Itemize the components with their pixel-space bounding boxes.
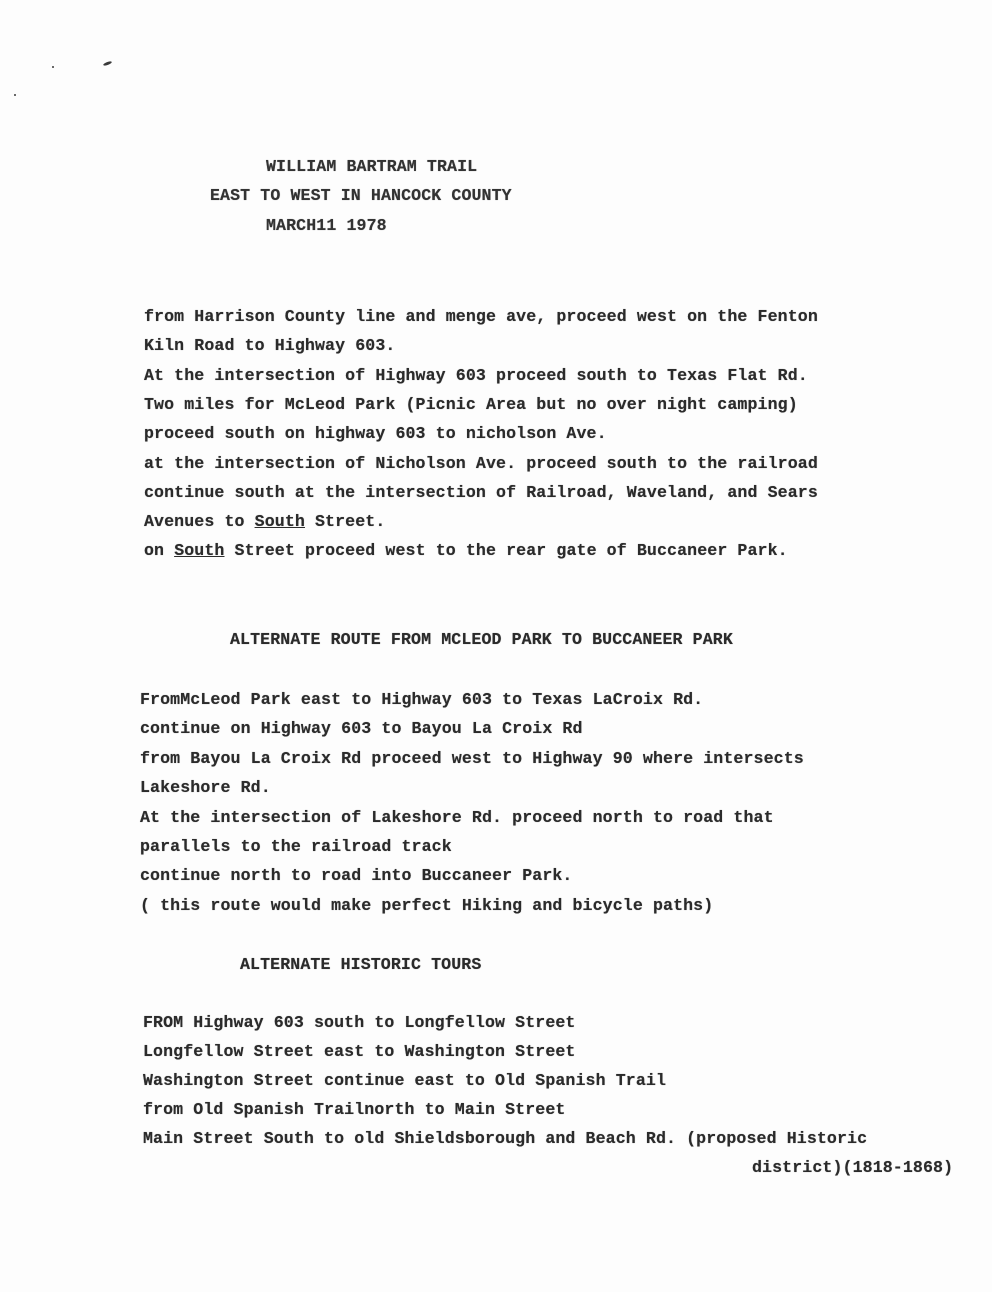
text-line — [144, 541, 788, 561]
text-line: from Harrison County line and menge ave, proceed west on the Fenton — [144, 307, 818, 326]
text-line: from Bayou La Croix Rd proceed west to Highway 90 where intersects — [140, 749, 804, 768]
section-heading: ALTERNATE ROUTE FROM MCLEOD PARK TO BUCCANEER PARK — [230, 630, 733, 649]
text-segment: Street. — [304, 512, 386, 531]
text-line: Two miles for McLeod Park (Picnic Area but no over night camping) — [144, 395, 798, 414]
text-line — [144, 512, 385, 532]
text-line: at the intersection of Nicholson Ave. proceed south to the railroad — [144, 454, 818, 473]
text-line: At the intersection of Lakeshore Rd. proceed north to road that — [140, 808, 774, 827]
text-line: FromMcLeod Park east to Highway 603 to Texas LaCroix Rd. — [140, 690, 704, 709]
underlined-word: South — [254, 512, 305, 531]
text-line: parallels to the railroad track — [140, 837, 452, 856]
text-line: Kiln Road to Highway 603. — [144, 336, 396, 355]
ink-speck — [52, 66, 54, 68]
text-line: At the intersection of Highway 603 proceed south to Texas Flat Rd. — [144, 366, 808, 385]
header-subtitle: EAST TO WEST IN HANCOCK COUNTY — [210, 186, 512, 205]
text-line: continue on Highway 603 to Bayou La Croix Rd — [140, 719, 583, 738]
text-line: Lakeshore Rd. — [140, 778, 271, 797]
text-line: Main Street South to old Shieldsborough and Beach Rd. (proposed Historic — [143, 1129, 868, 1148]
text-segment: Avenues to — [144, 512, 255, 531]
section-heading: ALTERNATE HISTORIC TOURS — [240, 955, 482, 974]
text-line: district)(1818-1868) — [752, 1158, 954, 1177]
header-date: MARCH11 1978 — [266, 216, 387, 235]
text-line: continue south at the intersection of Railroad, Waveland, and Sears — [144, 483, 818, 502]
ink-speck — [14, 94, 16, 96]
text-line: Washington Street continue east to Old Spanish Trail — [143, 1071, 667, 1090]
text-line: FROM Highway 603 south to Longfellow Street — [143, 1013, 576, 1032]
ink-speck — [103, 61, 112, 67]
underlined-word: South — [174, 541, 225, 560]
text-line: continue north to road into Buccaneer Park. — [140, 866, 573, 885]
header-title: WILLIAM BARTRAM TRAIL — [266, 157, 478, 176]
text-line: proceed south on highway 603 to nicholson Ave. — [144, 424, 607, 443]
text-line: ( this route would make perfect Hiking and bicycle paths) — [140, 896, 714, 915]
text-line: from Old Spanish Trailnorth to Main Street — [143, 1100, 566, 1119]
text-segment: on — [144, 541, 175, 560]
text-line: Longfellow Street east to Washington Street — [143, 1042, 576, 1061]
text-segment: Street proceed west to the rear gate of Buccaneer Park. — [224, 541, 788, 560]
